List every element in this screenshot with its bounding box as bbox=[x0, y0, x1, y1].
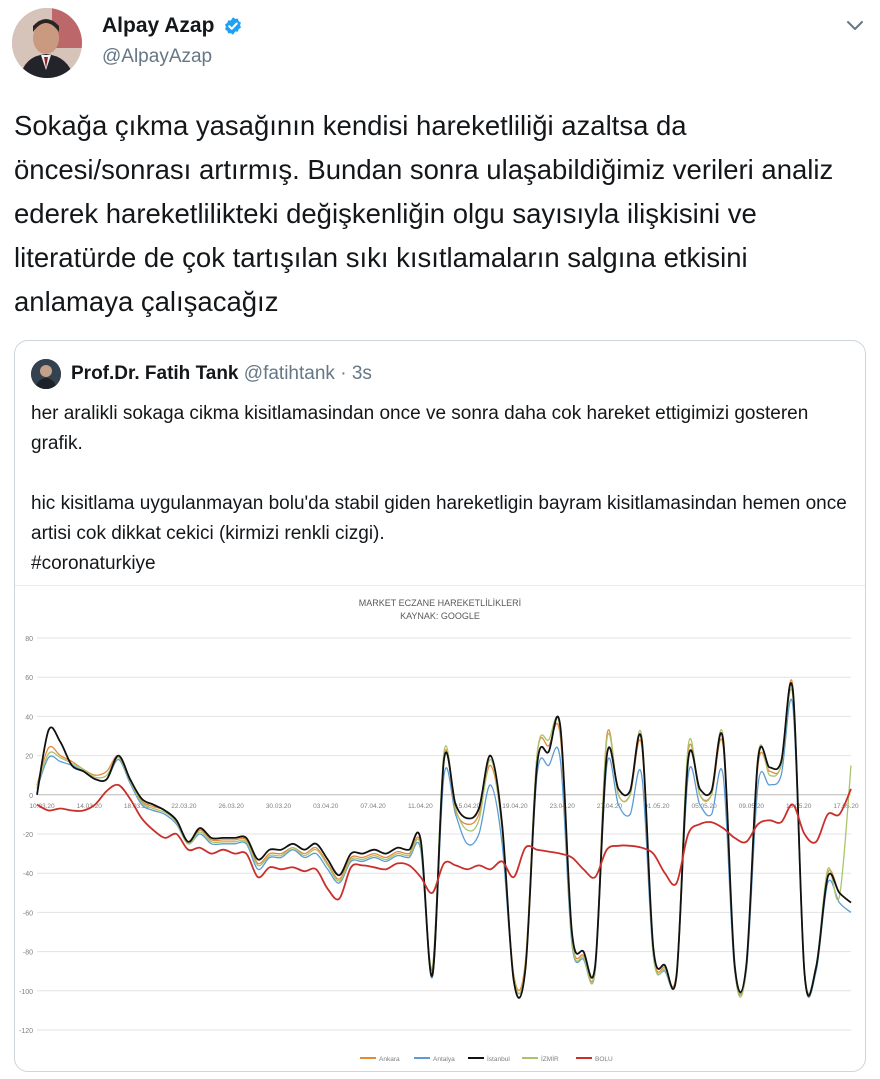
y-tick-label: 20 bbox=[25, 753, 33, 761]
quoted-text-line bbox=[31, 459, 851, 489]
verified-badge-icon bbox=[223, 16, 243, 36]
tweet-text: Sokağa çıkma yasağının kendisi hareketliliği azaltsa da öncesi/sonrası artırmış. Bundan sonra ulaşabildiğimiz verileri analiz ederek hareketlilikteki değişkenliğin olgu sayısıyla ilişkisini ve literatürde de çok tartışılan sıkı kısıtlamaların salgına etkisini anlamaya çalışacağız bbox=[14, 110, 834, 317]
quoted-header bbox=[71, 363, 372, 385]
x-tick-label: 01.05.20 bbox=[644, 802, 670, 810]
x-tick-label: 09.05.20 bbox=[738, 802, 765, 810]
x-tick-label: 14.03.20 bbox=[76, 802, 102, 810]
legend-label: Antalya bbox=[433, 1056, 455, 1063]
legend-label: İstanbul bbox=[487, 1056, 510, 1063]
quoted-timestamp[interactable]: 3s bbox=[351, 363, 372, 384]
x-tick-label: 30.03.20 bbox=[265, 802, 292, 810]
x-tick-label: 10.03.20 bbox=[29, 802, 55, 810]
y-tick-label: -100 bbox=[18, 988, 33, 996]
quoted-author-handle[interactable]: @fatihtank bbox=[243, 363, 335, 384]
x-tick-label: 17.05.20 bbox=[833, 802, 859, 810]
line-chart bbox=[15, 586, 865, 1072]
y-tick-label: 0 bbox=[29, 792, 33, 800]
chart-subtitle: KAYNAK: GOOGLE bbox=[400, 611, 480, 621]
author-handle[interactable]: @AlpayAzap bbox=[102, 46, 213, 67]
author-info bbox=[102, 14, 243, 38]
quoted-author-name[interactable]: Prof.Dr. Fatih Tank bbox=[71, 363, 239, 384]
y-tick-label: -40 bbox=[22, 871, 33, 879]
legend-label: Ankara bbox=[379, 1056, 400, 1063]
x-tick-label: 11.04.20 bbox=[407, 802, 433, 810]
chevron-down-icon[interactable] bbox=[844, 14, 866, 36]
y-tick-label: 80 bbox=[25, 636, 33, 643]
y-tick-label: -120 bbox=[18, 1028, 33, 1035]
y-tick-label: -80 bbox=[22, 949, 33, 957]
y-tick-label: -60 bbox=[22, 910, 33, 918]
author-name[interactable]: Alpay Azap bbox=[102, 14, 215, 37]
x-tick-label: 03.04.20 bbox=[313, 802, 339, 810]
quoted-text-line: her aralikli sokaga cikma kisitlamasindan once ve sonra daha cok hareket ettigimizi gosteren grafik. bbox=[31, 403, 809, 454]
x-tick-label: 27.04.20 bbox=[596, 802, 623, 810]
x-tick-label: 15.04.20 bbox=[454, 802, 481, 810]
quoted-text bbox=[31, 399, 851, 579]
x-tick-label: 19.04.20 bbox=[502, 802, 528, 810]
x-tick-label: 05.05.20 bbox=[691, 802, 717, 810]
quoted-author-avatar[interactable] bbox=[31, 359, 61, 389]
x-tick-label: 23.04.20 bbox=[549, 802, 575, 810]
legend-label: BOLU bbox=[595, 1056, 613, 1063]
x-tick-label: 22.03.20 bbox=[171, 802, 197, 810]
quoted-text-line: hic kisitlama uygulanmayan bolu'da stabil giden hareketligin bayram kisitlamasindan hemen once artisi cok dikkat cekici (kirmizi renkli cizgi). bbox=[31, 493, 847, 544]
y-tick-label: 40 bbox=[25, 714, 33, 722]
author-avatar[interactable] bbox=[12, 8, 82, 78]
separator-dot: · bbox=[340, 363, 347, 384]
x-tick-label: 18.03.20 bbox=[123, 802, 150, 810]
chart-image[interactable] bbox=[15, 585, 865, 1072]
chart-title: MARKET ECZANE HAREKETLİLİKLERİ bbox=[358, 598, 522, 608]
x-tick-label: 26.03.20 bbox=[218, 802, 244, 810]
quoted-text-line: #coronaturkiye bbox=[31, 553, 156, 574]
y-tick-label: -20 bbox=[22, 832, 33, 839]
quoted-tweet[interactable] bbox=[14, 340, 866, 1072]
x-tick-label: 13.05.20 bbox=[786, 802, 812, 810]
legend-label: İZMİR bbox=[541, 1056, 559, 1063]
y-tick-label: 60 bbox=[25, 675, 33, 683]
x-tick-label: 07.04.20 bbox=[360, 802, 386, 810]
series-line-i-stanbul bbox=[37, 683, 851, 998]
